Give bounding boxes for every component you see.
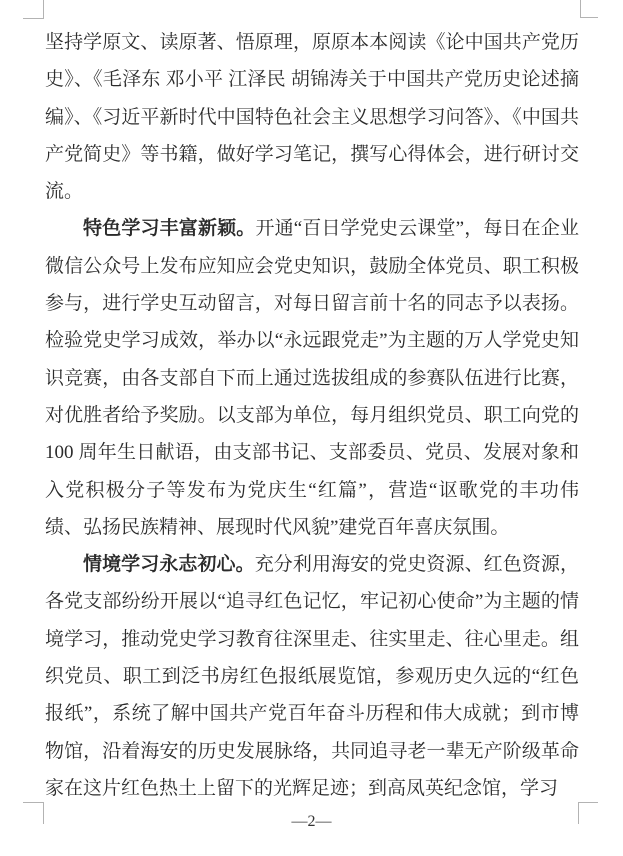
text-boundary-mark-top-left (23, 0, 44, 19)
paragraph (45, 546, 579, 807)
paragraph-text-run: 坚持学原文、读原著、悟原理，原原本本阅读《论中国共产党历史》、《毛泽东 邓小平 江泽民 胡锦涛关于中国共产党历史论述摘编》、《习近平新时代中国特色社会主义思想学习问答》、《中国共产党简史》等书籍，做好学习笔记，撰写心得体会，进行研讨交流。 (45, 32, 579, 203)
paragraph (45, 210, 579, 546)
paragraph (45, 24, 579, 210)
paragraph-text-run: 开通“百日学党史云课堂”，每日在企业微信公众号上发布应知应会党史知识，鼓励全体党员、职工积极参与，进行学史互动留言，对每日留言前十名的同志予以表扬。检验党史学习成效，举办以“永远跟党走”为主题的万人学党史知识竞赛，由各支部自下而上通过选拔组成的参赛队伍进行比赛，对优胜者给予奖励。以支部为单位，每月组织党员、职工向党的100 周年生日献语，由支部书记、支部委员、党员、发展对象和入党积极分子等发布为党庆生“红篇”，营造“讴歌党的丰功伟绩、弘扬民族精神、展现时代风貌”建党百年喜庆氛围。 (45, 218, 579, 538)
paragraph-lead-bold: 特色学习丰富新颖。 (83, 218, 256, 240)
paragraph-lead-bold: 情境学习永志初心。 (83, 554, 255, 576)
text-boundary-mark-top-right (580, 0, 598, 18)
paragraph-text-run: 充分利用海安的党史资源、红色资源，各党支部纷纷开展以“追寻红色记忆，牢记初心使命”为主题的情境学习，推动党史学习教育往深里走、往实里走、往心里走。组织党员、职工到泛书房红色报纸展览馆，参观历史久远的“红色报纸”，系统了解中国共产党百年奋斗历程和伟大成就；到市博物馆，沿着海安的历史发展脉络，共同追寻老一辈无产阶级革命家在这片红色热土上留下的光辉足迹；到高凤英纪念馆，学习 (45, 554, 579, 799)
page-number: —2— (291, 813, 332, 830)
document-body (45, 24, 579, 807)
